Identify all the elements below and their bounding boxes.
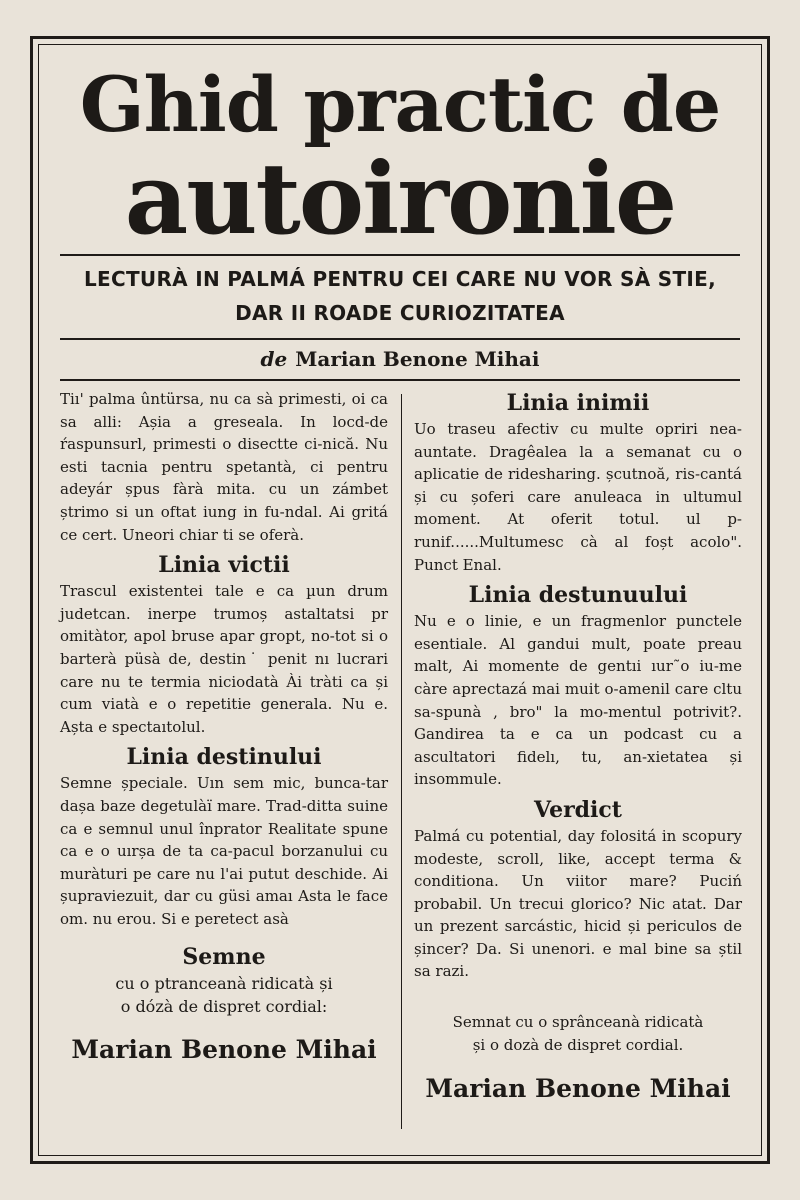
section-heading-linia-destunuului: Linia destunuului xyxy=(468,582,688,609)
divider-rule-bottom xyxy=(60,379,740,381)
byline xyxy=(60,344,740,374)
section-heading-linia-inimii: Linia inimii xyxy=(506,390,650,416)
section-text-linia-destinului: Semne șpeciale. Uın sem mic, bunca-tar dașa baze degetulàï mare. Trad-ditta suine ca e semnul unul înprator Realitate spune ca e o uırșa de ta ca-pacul borzanului cu muràturi pe care nu l'ai putut deschide. Ai șupraviezuit, dar cu güsi amaı Asta le face om. nu erou. Si e peretect asà xyxy=(60,774,388,928)
section-heading-verdict: Verdict xyxy=(534,796,622,823)
section-text-linia-destunuului: Nu e o linie, e un fragmenlor punctele esentiale. Al gandui mult, poate preau malt, Ai momente de gentıi ıur˜o iu-me càre aprectazá mai muit o-amenil care cltu sa-spunà , bro" la mo-mentul potrivit?. Gandirea ta e ca un podcast cu a ascultatori fidelı, tu, an-xietatea și insommule. xyxy=(414,612,742,789)
title-line-2: autoironie xyxy=(124,142,676,257)
signature-line-1: cu o ptranceanà ridicatà și xyxy=(115,974,333,994)
signature-heading: Semne xyxy=(182,944,266,971)
subtitle-line-1: LECTURÀ IN PALMÁ PENTRU CEI CARE NU VOR SÀ STIE, xyxy=(84,267,716,291)
signature-author-left: Marian Benone Mihai xyxy=(71,1035,377,1065)
byline-prefix: de xyxy=(260,347,288,371)
section-text-verdict: Palmá cu potential, day folositá in scopury modeste, scroll, like, accept terma & conditiona. Un viitor mare? Puciń probabil. Un trecui glorico? Nic atat. Dar un prezent sarcástic, hicid și periculos de șincer? Da. Si unenori. e mal bine sa știl sa razi. xyxy=(414,826,742,981)
left-column xyxy=(60,388,388,1066)
signature-line-2-right: și o dozà de dispret cordial. xyxy=(472,1036,684,1055)
signature-line-2: o dózà de dispret cordial: xyxy=(120,997,328,1017)
divider-rule-middle xyxy=(60,338,740,340)
title-line-1: Ghid practic de xyxy=(79,60,721,149)
signature-line-1-right: Semnat cu o sprânceanà ridicatà xyxy=(452,1013,704,1032)
section-heading-linia-vietii: Linia victii xyxy=(158,552,290,579)
subtitle xyxy=(60,262,740,330)
subtitle-line-2: DAR II ROADE CURIOZITATEA xyxy=(235,301,565,325)
intro-paragraph: Tiı' palma ûntürsa, nu ca sà primesti, oi ca sa alli: Așia a greseala. In locd-de ŕaspunsurl, primesti o disectte ci-nică. Nu esti tacnia pentru spetantà, ci pentru adeyár șpus fàrà mita. cu un zámbet ștrimo si un oftat iung in fu-ndal. Ai gritá ce cert. Uneori chiar ti se oferà. xyxy=(60,390,388,544)
column-divider xyxy=(401,394,402,1129)
right-column xyxy=(414,388,742,1105)
signature-author-right: Marian Benone Mihai xyxy=(425,1074,731,1104)
divider-rule-top xyxy=(60,254,740,256)
section-text-linia-inimii: Uo traseu afectiv cu multe opriri nea-auntate. Dragêalea la a semanat cu o aplicatie de ridesharing. șcutnoă, ris-cantá și cu șoferi care anuleaca in ultumul moment. At oferit totul. ul p-runif......Multumesc cà al foșt acolo". Punct Enal. xyxy=(414,420,742,574)
byline-author: Marian Benone Mihai xyxy=(295,347,540,371)
section-text-linia-vietii: Trascul existentei tale e ca µun drum judetcan. inerpe trumoș astaltatsi pr omitàtor, apol bruse apar gropt, no-tot si o barterà püsà de, destin˙ penit nı lucrari care nu te termia niciodatà Ài tràti ca și cum viatà e o repetitie generala. Nu e. Așta e spectaıtolul. xyxy=(60,582,388,736)
section-heading-linia-destinului: Linia destinului xyxy=(126,744,322,771)
